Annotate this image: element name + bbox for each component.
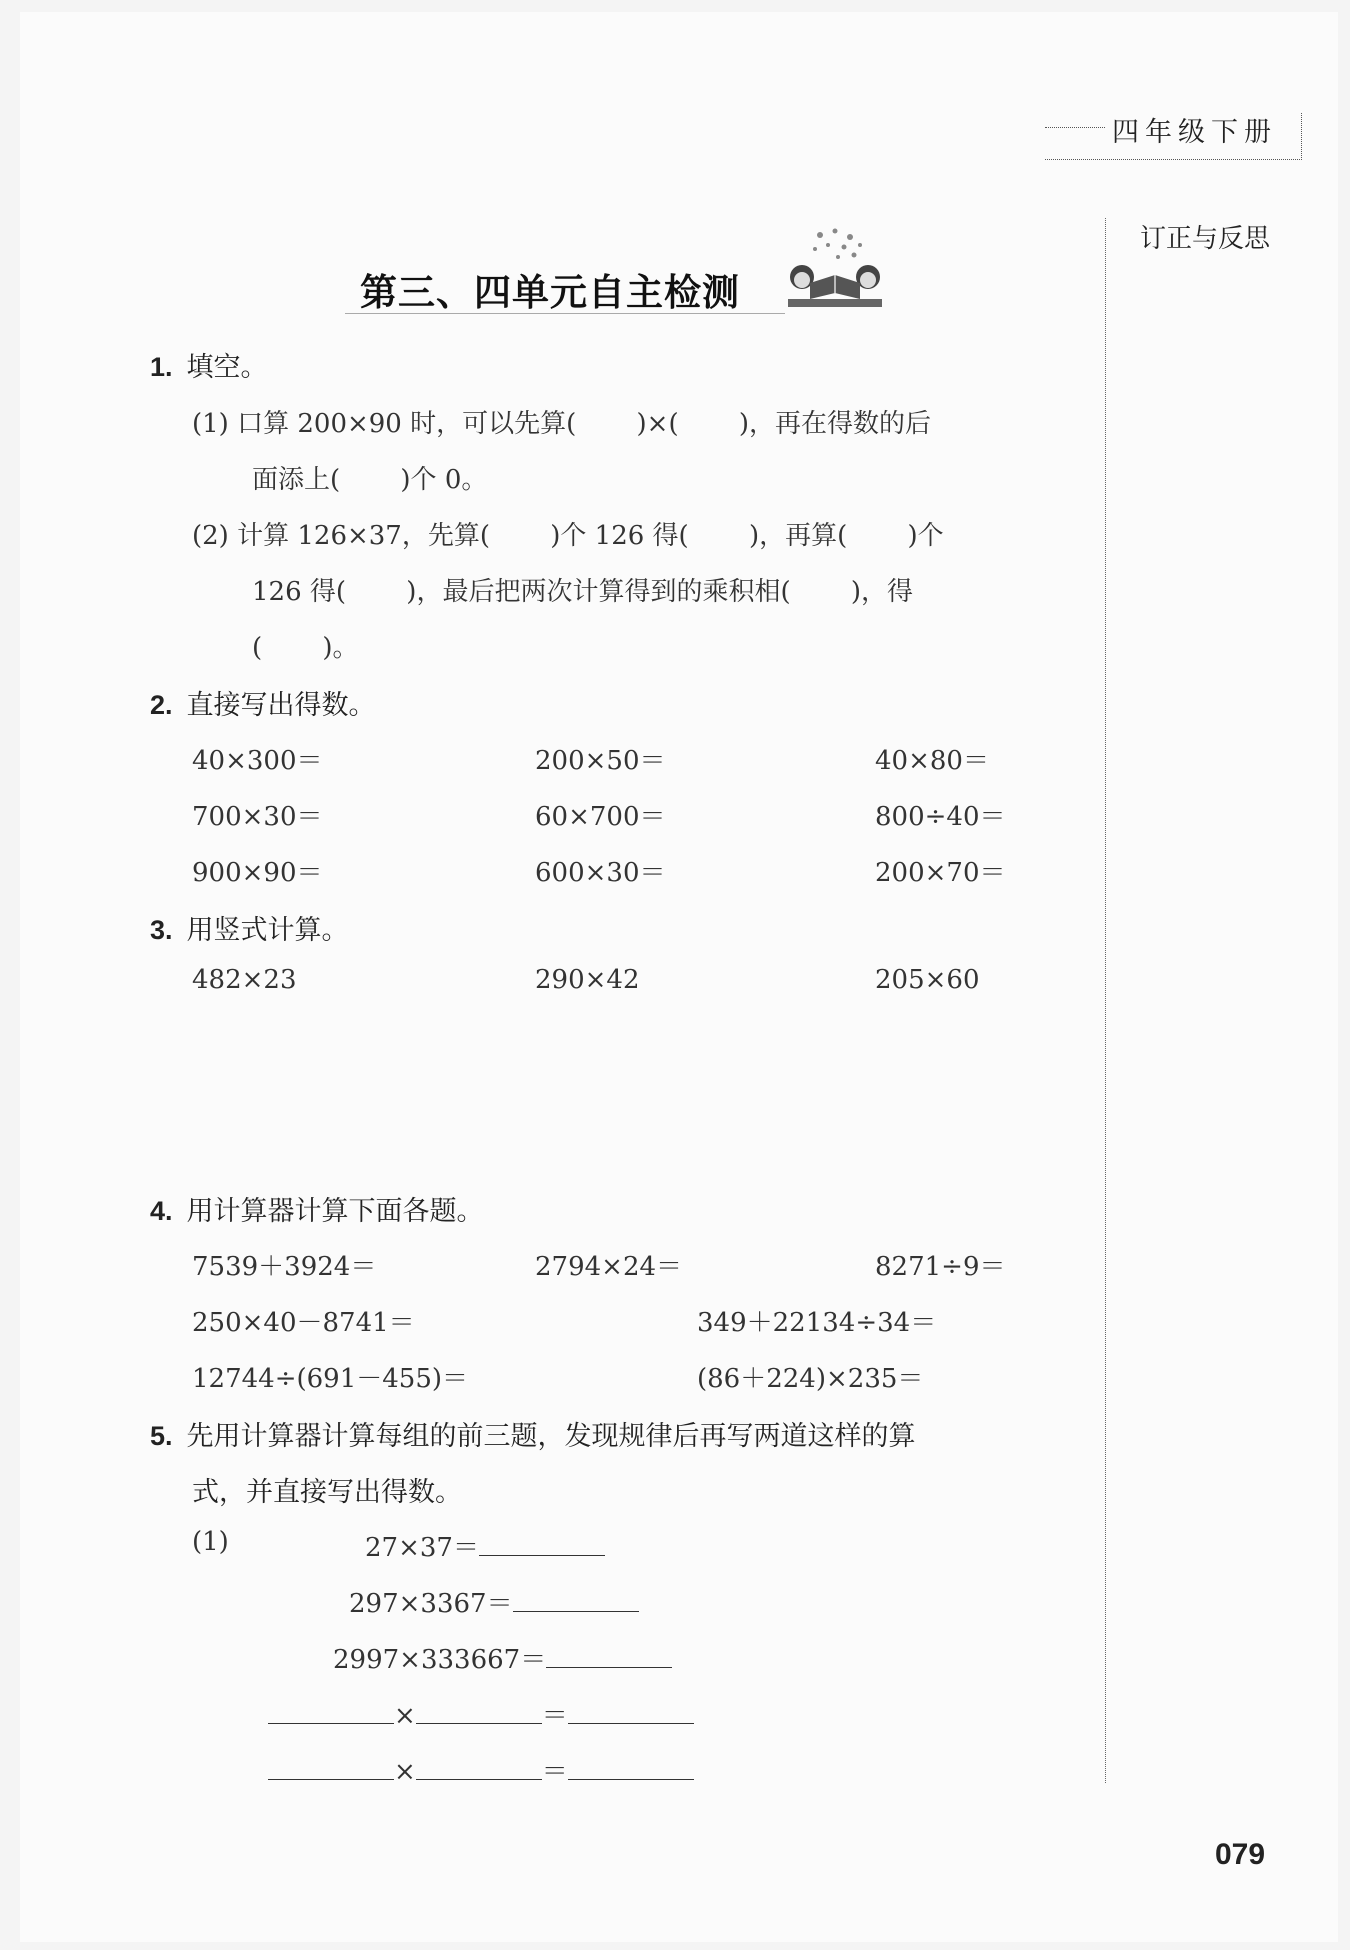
calc-item: 900×90＝ <box>192 858 323 888</box>
calc-item: 40×300＝ <box>192 746 323 776</box>
question-2 <box>150 683 376 722</box>
q1-line: (2) 计算 126×37，先算( )个 126 得( )，再算( )个 <box>192 521 944 551</box>
answer-blank[interactable] <box>513 1583 639 1612</box>
margin-divider <box>1105 218 1106 1783</box>
pattern-expression: 27×37＝ <box>365 1533 479 1563</box>
vertical-calc-item: 482×23 <box>192 965 297 995</box>
result-blank[interactable] <box>568 1695 694 1724</box>
vertical-calc-item: 205×60 <box>875 965 980 995</box>
pattern-expression: 2997×333667＝ <box>333 1645 547 1675</box>
reflection-label: 订正与反思 <box>1140 224 1271 254</box>
write-own-row <box>268 1751 694 1788</box>
vertical-calc-item: 290×42 <box>535 965 640 995</box>
page-number: 079 <box>1215 1838 1266 1871</box>
question-number: 1. <box>150 352 173 382</box>
factor-blank[interactable] <box>416 1695 542 1724</box>
calculator-item: (86＋224)×235＝ <box>697 1364 924 1394</box>
question-4 <box>150 1189 484 1228</box>
grade-label: 四年级下册 <box>1112 117 1277 148</box>
answer-blank[interactable] <box>479 1527 605 1556</box>
calculator-item: 12744÷(691－455)＝ <box>192 1364 469 1394</box>
question-text: 直接写出得数。 <box>186 690 376 721</box>
question-number: 4. <box>150 1196 173 1226</box>
calc-item: 200×50＝ <box>535 746 666 776</box>
write-own-row <box>268 1695 694 1732</box>
reading-kids-illustration <box>780 225 890 315</box>
equals-sign: ＝ <box>541 1701 568 1731</box>
times-sign: × <box>394 1757 416 1787</box>
question-1 <box>150 345 268 384</box>
calc-item: 200×70＝ <box>875 858 1006 888</box>
pattern-row <box>333 1639 672 1676</box>
calculator-item: 349＋22134÷34＝ <box>697 1308 937 1338</box>
question-number: 2. <box>150 690 173 720</box>
q1-line: (1) 口算 200×90 时，可以先算( )×( )，再在得数的后 <box>192 409 932 439</box>
question-5-continued: 式，并直接写出得数。 <box>192 1477 462 1508</box>
question-number: 5. <box>150 1421 173 1451</box>
question-number: 3. <box>150 915 173 945</box>
calc-item: 60×700＝ <box>535 802 666 832</box>
factor-blank[interactable] <box>268 1695 394 1724</box>
times-sign: × <box>394 1701 416 1731</box>
calc-item: 700×30＝ <box>192 802 323 832</box>
calculator-item: 8271÷9＝ <box>875 1252 1006 1282</box>
calculator-item: 250×40－8741＝ <box>192 1308 415 1338</box>
pattern-row <box>349 1583 639 1620</box>
page-title: 第三、四单元自主检测 <box>360 270 740 314</box>
equals-sign: ＝ <box>541 1757 568 1787</box>
question-text: 用计算器计算下面各题。 <box>186 1196 484 1227</box>
question-text: 用竖式计算。 <box>186 915 349 946</box>
answer-blank[interactable] <box>546 1639 672 1668</box>
calc-item: 600×30＝ <box>535 858 666 888</box>
question-5 <box>150 1414 916 1453</box>
calc-item: 40×80＝ <box>875 746 989 776</box>
q1-line: 面添上( )个 0。 <box>252 465 488 495</box>
pattern-row <box>365 1527 605 1564</box>
calculator-item: 7539＋3924＝ <box>192 1252 377 1282</box>
title-underline <box>345 313 785 314</box>
question-text: 填空。 <box>186 352 268 383</box>
question-3 <box>150 908 349 947</box>
group-label: (1) <box>192 1527 229 1557</box>
question-text: 先用计算器计算每组的前三题，发现规律后再写两道这样的算 <box>186 1421 916 1452</box>
q1-line: ( )。 <box>252 633 359 663</box>
pattern-expression: 297×3367＝ <box>349 1589 513 1619</box>
factor-blank[interactable] <box>416 1751 542 1780</box>
q1-line: 126 得( )，最后把两次计算得到的乘积相( )，得 <box>252 577 913 607</box>
factor-blank[interactable] <box>268 1751 394 1780</box>
calculator-item: 2794×24＝ <box>535 1252 683 1282</box>
calc-item: 800÷40＝ <box>875 802 1006 832</box>
result-blank[interactable] <box>568 1751 694 1780</box>
